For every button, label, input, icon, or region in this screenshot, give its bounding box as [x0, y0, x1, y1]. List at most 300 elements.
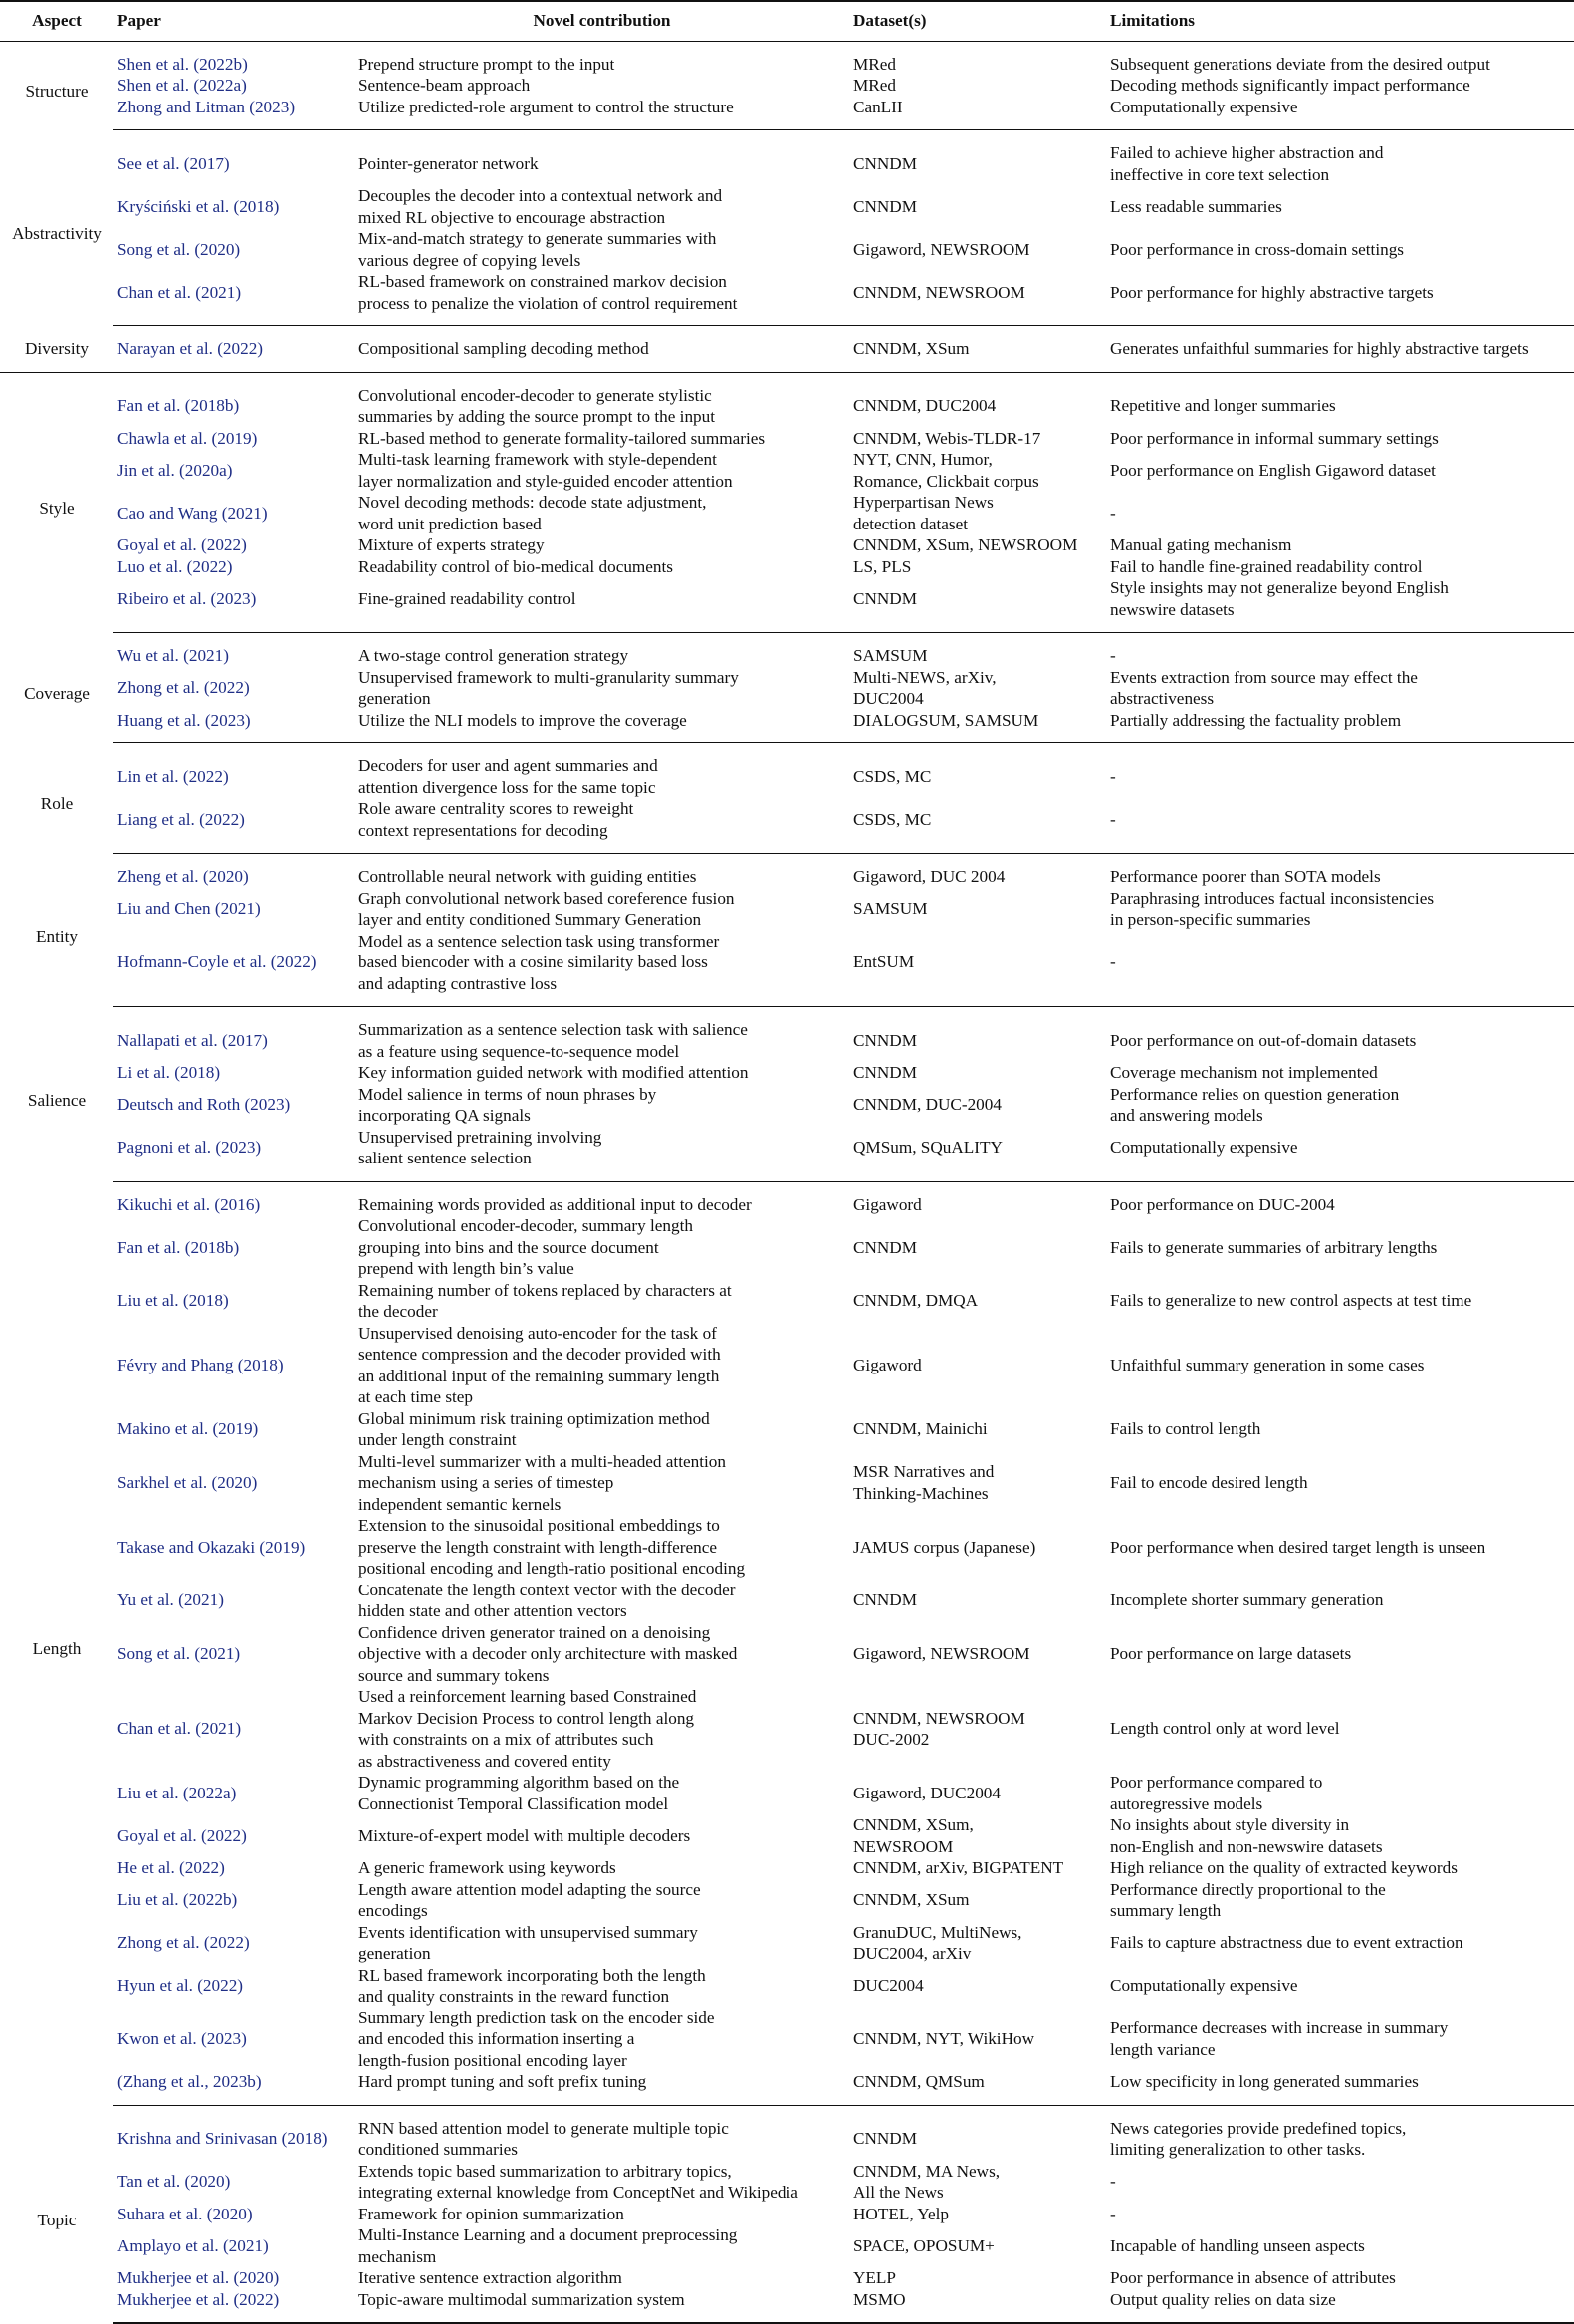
contribution-cell-line: Multi-level summarizer with a multi-headed attention	[358, 1451, 726, 1471]
dataset-cell-line: MRed	[853, 54, 896, 74]
limitation-cell-line: Fails to generate summaries of arbitrary lengths	[1110, 1237, 1438, 1257]
limitation-cell-line: News categories provide predefined topics,	[1110, 2118, 1407, 2138]
contribution-cell	[354, 710, 849, 743]
contribution-cell-line: Length aware attention model adapting the source	[358, 1879, 701, 1899]
paper-citation-link[interactable]: Liu and Chen (2021)	[117, 899, 261, 919]
contribution-cell	[354, 130, 849, 186]
contribution-cell-line: Iterative sentence extraction algorithm	[358, 2268, 622, 2287]
table-row	[0, 1814, 1574, 1857]
contribution-cell-line: source and summary tokens	[358, 1665, 550, 1685]
limitation-cell	[1106, 1879, 1574, 1922]
contribution-cell-line: Convolutional encoder-decoder, summary length	[358, 1216, 693, 1235]
paper-citation-link[interactable]: (Zhang et al., 2023b)	[113, 2071, 354, 2105]
paper-citation-link[interactable]: Liu et al. (2022a)	[117, 1783, 237, 1802]
contribution-cell-line: Utilize predicted-role argument to control the structure	[358, 97, 734, 116]
dataset-cell-line: Thinking-Machines	[853, 1483, 989, 1503]
paper-citation-link[interactable]: Song et al. (2021)	[117, 1644, 241, 1663]
limitation-cell	[1106, 743, 1574, 799]
limitation-cell	[1106, 1772, 1574, 1814]
contribution-cell-line: an additional input of the remaining summary length	[358, 1366, 720, 1385]
contribution-cell-line: with constraints on a mix of attributes such	[358, 1730, 654, 1749]
dataset-cell-line: DUC2004	[853, 1976, 924, 1996]
contribution-cell	[354, 1622, 849, 1687]
dataset-cell-line: Hyperpartisan News	[853, 493, 994, 512]
paper-citation-link[interactable]: Goyal et al. (2022)	[117, 1825, 247, 1845]
limitation-cell	[1106, 1280, 1574, 1323]
table-row	[0, 577, 1574, 633]
contribution-cell-line: Decouples the decoder into a contextual network and	[358, 186, 723, 205]
limitation-cell-line: Output quality relies on data size	[1110, 2289, 1336, 2309]
contribution-cell	[354, 1408, 849, 1451]
limitation-cell	[1106, 372, 1574, 428]
paper-citation-link[interactable]: Zheng et al. (2020)	[117, 867, 249, 886]
contribution-cell-line: Utilize the NLI models to improve the coverage	[358, 710, 687, 730]
contribution-cell-line: under length constraint	[358, 1430, 517, 1449]
dataset-cell-line: Gigaword, NEWSROOM	[853, 1644, 1030, 1663]
paper-citation-link[interactable]: Chan et al. (2021)	[113, 271, 354, 326]
dataset-cell	[849, 1062, 1106, 1084]
paper-citation-link[interactable]: Chan et al. (2021)	[117, 1719, 242, 1739]
dataset-cell-line: CNNDM, DMQA	[853, 1291, 979, 1311]
limitation-cell	[1106, 2267, 1574, 2289]
table-row	[0, 1857, 1574, 1879]
contribution-cell-line: integrating external knowledge from ConceptNet and Wikipedia	[358, 2183, 798, 2202]
paper-citation-link[interactable]: Fan et al. (2018b)	[117, 396, 240, 416]
limitation-cell	[1106, 1922, 1574, 1965]
paper-citation-link[interactable]: Hyun et al. (2022)	[117, 1976, 244, 1996]
dataset-cell	[849, 1622, 1106, 1687]
limitation-cell-line: ineffective in core text selection	[1110, 164, 1330, 184]
limitation-cell-line: Performance directly proportional to the	[1110, 1879, 1386, 1899]
dataset-cell	[849, 1772, 1106, 1814]
dataset-cell	[849, 1323, 1106, 1408]
limitation-cell-line: Generates unfaithful summaries for highly abstractive targets	[1110, 339, 1529, 358]
contribution-cell-line: Readability control of bio-medical documents	[358, 556, 673, 576]
limitation-cell-line: Poor performance in absence of attributes	[1110, 2268, 1396, 2287]
paper-citation-link[interactable]: Makino et al. (2019)	[117, 1419, 259, 1439]
dataset-cell	[849, 710, 1106, 743]
dataset-cell	[849, 1181, 1106, 1215]
paper-citation-link[interactable]: Shen et al. (2022b)	[117, 54, 248, 74]
contribution-cell	[354, 633, 849, 667]
contribution-cell-line: Compositional sampling decoding method	[358, 339, 649, 358]
limitation-cell-line: autoregressive models	[1110, 1794, 1263, 1813]
paper-citation-link[interactable]: Song et al. (2020)	[117, 239, 241, 259]
limitation-cell	[1106, 449, 1574, 492]
contribution-cell-line: and adapting contrastive loss	[358, 973, 558, 993]
contribution-cell-line: A two-stage control generation strategy	[358, 646, 629, 665]
contribution-cell	[354, 2007, 849, 2072]
contribution-cell-line: Framework for opinion summarization	[358, 2204, 624, 2223]
limitation-cell-line: Poor performance for highly abstractive targets	[1110, 282, 1434, 302]
dataset-cell	[849, 798, 1106, 854]
dataset-cell-line: CNNDM, MA News,	[853, 2161, 1001, 2181]
table-row	[0, 854, 1574, 888]
paper-citation-link[interactable]: Kryściński et al. (2018)	[117, 196, 280, 216]
limitation-cell-line: -	[1110, 2204, 1116, 2223]
table-row	[0, 1323, 1574, 1408]
limitation-cell	[1106, 1007, 1574, 1063]
limitation-cell-line: Poor performance compared to	[1110, 1773, 1323, 1792]
dataset-cell-line: CNNDM	[853, 588, 917, 608]
contribution-cell-line: prepend with length bin’s value	[358, 1259, 574, 1278]
dataset-cell-line: YELP	[853, 2268, 896, 2287]
contribution-cell-line: Hard prompt tuning and soft prefix tuning	[358, 2072, 647, 2091]
paper-citation-link[interactable]: See et al. (2017)	[117, 153, 230, 173]
paper-citation-link[interactable]: Pagnoni et al. (2023)	[113, 1127, 354, 1182]
table-row	[0, 1062, 1574, 1084]
paper-citation-link[interactable]: Zhong et al. (2022)	[117, 1933, 250, 1953]
dataset-cell	[849, 1686, 1106, 1772]
limitation-cell	[1106, 492, 1574, 534]
aspect-cell: Abstractivity	[12, 224, 102, 244]
contribution-cell-line: layer normalization and style-guided encoder attention	[358, 471, 733, 491]
contribution-cell-line: context representations for decoding	[358, 820, 608, 840]
limitation-cell-line: Repetitive and longer summaries	[1110, 396, 1336, 416]
limitation-cell	[1106, 271, 1574, 326]
limitation-cell-line: limiting generalization to other tasks.	[1110, 2140, 1366, 2159]
paper-citation-link[interactable]: Févry and Phang (2018)	[117, 1355, 284, 1374]
dataset-cell-line: JAMUS corpus (Japanese)	[853, 1537, 1036, 1557]
paper-citation-link[interactable]: Kwon et al. (2023)	[117, 2029, 247, 2048]
contribution-cell-line: layer and entity conditioned Summary Generation	[358, 910, 702, 929]
contribution-cell-line: salient sentence selection	[358, 1149, 532, 1167]
paper-citation-link[interactable]: He et al. (2022)	[117, 1858, 225, 1877]
limitation-cell-line: Fails to generalize to new control aspects at test time	[1110, 1291, 1472, 1311]
limitation-cell	[1106, 534, 1574, 556]
table-row	[0, 534, 1574, 556]
dataset-cell	[849, 2007, 1106, 2072]
dataset-cell	[849, 41, 1106, 75]
dataset-cell	[849, 1965, 1106, 2007]
contribution-cell-line: preserve the length constraint with length-difference	[358, 1537, 718, 1557]
contribution-cell-line: Novel decoding methods: decode state adjustment,	[358, 493, 707, 512]
contribution-cell-line: generation	[358, 689, 431, 708]
table-row	[0, 41, 1574, 75]
paper-citation-link[interactable]: Krishna and Srinivasan (2018)	[117, 2129, 328, 2149]
table-row	[0, 2105, 1574, 2161]
contribution-cell-line: sentence compression and the decoder provided with	[358, 1345, 721, 1364]
contribution-cell-line: Controllable neural network with guiding entities	[358, 867, 697, 886]
table-row	[0, 428, 1574, 450]
paper-citation-link[interactable]: Hofmann-Coyle et al. (2022)	[113, 931, 354, 1007]
table-row	[0, 1127, 1574, 1182]
dataset-cell-line: DUC-2002	[853, 1730, 930, 1749]
limitation-cell-line: -	[1110, 2172, 1116, 2192]
limitation-cell	[1106, 1181, 1574, 1215]
paper-citation-link[interactable]: Cao and Wang (2021)	[117, 503, 268, 523]
paper-citation-link[interactable]: Yu et al. (2021)	[117, 1590, 224, 1610]
table-row	[0, 1451, 1574, 1516]
contribution-cell-line: RL based framework incorporating both the length	[358, 1965, 706, 1985]
table-row	[0, 492, 1574, 534]
table-row	[0, 1965, 1574, 2007]
paper-citation-link[interactable]: Narayan et al. (2022)	[113, 326, 354, 373]
limitation-cell-line: Fails to control length	[1110, 1419, 1261, 1439]
limitation-cell-line: Fails to capture abstractness due to event extraction	[1110, 1933, 1463, 1953]
dataset-cell	[849, 1127, 1106, 1182]
contribution-cell	[354, 1814, 849, 1857]
limitation-cell	[1106, 2105, 1574, 2161]
dataset-cell-line: CNNDM	[853, 1237, 917, 1257]
dataset-cell	[849, 1580, 1106, 1622]
dataset-cell-line: DUC2004, arXiv	[853, 1944, 972, 1963]
aspect-cell: Length	[32, 1639, 82, 1659]
dataset-cell-line: Multi-NEWS, arXiv,	[853, 667, 997, 687]
contribution-cell-line: Remaining number of tokens replaced by characters at	[358, 1280, 732, 1300]
limitation-cell-line: Manual gating mechanism	[1110, 535, 1292, 554]
contribution-cell-line: summaries by adding the source prompt to the input	[358, 407, 716, 426]
table-row	[0, 449, 1574, 492]
paper-citation-link[interactable]: Huang et al. (2023)	[113, 710, 354, 743]
dataset-cell-line: DUC2004	[853, 689, 924, 708]
dataset-cell	[849, 1408, 1106, 1451]
paper-citation-link[interactable]: Ribeiro et al. (2023)	[113, 577, 354, 633]
dataset-cell	[849, 1922, 1106, 1965]
dataset-cell-line: MSMO	[853, 2289, 906, 2309]
contribution-cell-line: RNN based attention model to generate multiple topic	[358, 2118, 729, 2138]
limitation-cell-line: in person-specific summaries	[1110, 910, 1311, 929]
table-row	[0, 372, 1574, 428]
contribution-cell-line: the decoder	[358, 1302, 438, 1321]
paper-citation-link[interactable]: Takase and Okazaki (2019)	[117, 1537, 306, 1557]
dataset-cell	[849, 854, 1106, 888]
contribution-cell	[354, 2267, 849, 2289]
limitation-cell-line: Poor performance in informal summary settings	[1110, 428, 1439, 448]
table-row	[0, 271, 1574, 326]
contribution-cell-line: Multi-Instance Learning and a document preprocessing	[358, 2225, 738, 2244]
dataset-cell	[849, 633, 1106, 667]
paper-citation-link[interactable]: Zhong and Litman (2023)	[113, 97, 354, 130]
limitation-cell	[1106, 667, 1574, 710]
paper-citation-link[interactable]: Amplayo et al. (2021)	[117, 2235, 269, 2255]
contribution-cell	[354, 2105, 849, 2161]
limitation-cell	[1106, 577, 1574, 633]
contribution-cell-line: Fine-grained readability control	[358, 588, 576, 608]
dataset-cell	[849, 2289, 1106, 2324]
table-row	[0, 97, 1574, 130]
contribution-cell-line: Extends topic based summarization to arbitrary topics,	[358, 2161, 732, 2181]
contribution-cell-line: Summary length prediction task on the encoder side	[358, 2007, 715, 2027]
dataset-cell	[849, 1879, 1106, 1922]
table-row	[0, 2007, 1574, 2072]
dataset-cell-line: CNNDM	[853, 1063, 917, 1082]
contribution-cell-line: A generic framework using keywords	[358, 1858, 616, 1877]
contribution-cell	[354, 1922, 849, 1965]
contribution-cell-line: and encoded this information inserting a	[358, 2029, 635, 2048]
limitation-cell	[1106, 1062, 1574, 1084]
contribution-cell-line: length-fusion positional encoding layer	[358, 2050, 627, 2070]
table-row	[0, 1686, 1574, 1772]
paper-citation-link[interactable]: Nallapati et al. (2017)	[117, 1030, 268, 1050]
limitation-cell-line: Poor performance on English Gigaword dataset	[1110, 460, 1436, 480]
dataset-cell-line: CNNDM	[853, 153, 917, 173]
paper-citation-link[interactable]: Suhara et al. (2020)	[117, 2204, 253, 2223]
contribution-cell	[354, 534, 849, 556]
limitation-cell-line: abstractiveness	[1110, 689, 1215, 708]
contribution-cell	[354, 931, 849, 1007]
dataset-cell-line: CNNDM, NYT, WikiHow	[853, 2029, 1035, 2048]
contribution-cell-line: Used a reinforcement learning based Constrained	[358, 1687, 697, 1706]
contribution-cell-line: RL-based method to generate formality-tailored summaries	[358, 428, 766, 448]
header-aspect: Aspect	[0, 1, 113, 41]
paper-citation-link[interactable]: Mukherjee et al. (2020)	[117, 2268, 280, 2287]
dataset-cell	[849, 1515, 1106, 1580]
limitation-cell-line: length variance	[1110, 2039, 1216, 2059]
table-row	[0, 633, 1574, 667]
limitation-cell-line: Unfaithful summary generation in some cases	[1110, 1355, 1425, 1374]
contribution-cell-line: positional encoding and length-ratio positional encoding	[358, 1559, 746, 1578]
table-row	[0, 556, 1574, 578]
dataset-cell	[849, 492, 1106, 534]
limitation-cell	[1106, 1451, 1574, 1516]
contribution-cell	[354, 1323, 849, 1408]
contribution-cell-line: Decoders for user and agent summaries and	[358, 756, 658, 775]
contribution-cell	[354, 492, 849, 534]
limitation-cell	[1106, 2204, 1574, 2225]
limitation-cell	[1106, 1580, 1574, 1622]
limitation-cell	[1106, 1408, 1574, 1451]
contribution-cell-line: independent semantic kernels	[358, 1494, 562, 1514]
contribution-cell-line: Remaining words provided as additional input to decoder	[358, 1194, 752, 1214]
table-row	[0, 667, 1574, 710]
contribution-cell	[354, 2204, 849, 2225]
contribution-cell	[354, 449, 849, 492]
paper-citation-link[interactable]: Liu et al. (2022b)	[117, 1890, 238, 1910]
limitation-cell-line: Fail to handle fine-grained readability control	[1110, 556, 1423, 576]
paper-citation-link[interactable]: Liu et al. (2018)	[117, 1291, 229, 1311]
dataset-cell	[849, 271, 1106, 326]
limitation-cell	[1106, 75, 1574, 97]
contribution-cell-line: objective with a decoder only architecture with masked	[358, 1644, 738, 1663]
paper-citation-link[interactable]: Zhong et al. (2022)	[117, 678, 250, 698]
dataset-cell	[849, 577, 1106, 633]
contribution-cell-line: hidden state and other attention vectors	[358, 1601, 627, 1620]
limitation-cell	[1106, 1857, 1574, 1879]
paper-citation-link[interactable]: Chawla et al. (2019)	[117, 428, 258, 448]
dataset-cell-line: CSDS, MC	[853, 809, 932, 829]
paper-citation-link[interactable]: Li et al. (2018)	[117, 1063, 221, 1082]
dataset-cell-line: QMSum, SQuALITY	[853, 1138, 1003, 1158]
dataset-cell	[849, 228, 1106, 271]
table-row	[0, 2224, 1574, 2267]
contribution-cell-line: Extension to the sinusoidal positional embeddings to	[358, 1516, 720, 1535]
contribution-cell	[354, 1772, 849, 1814]
dataset-cell-line: DIALOGSUM, SAMSUM	[853, 710, 1039, 730]
table-row	[0, 1879, 1574, 1922]
dataset-cell-line: MSR Narratives and	[853, 1462, 995, 1482]
contribution-cell	[354, 271, 849, 326]
limitation-cell-line: Performance relies on question generation	[1110, 1084, 1400, 1104]
limitation-cell-line: No insights about style diversity in	[1110, 1815, 1350, 1834]
paper-citation-link[interactable]: Lin et al. (2022)	[117, 766, 229, 786]
contribution-cell	[354, 2289, 849, 2324]
paper-citation-link[interactable]: Deutsch and Roth (2023)	[117, 1095, 291, 1115]
dataset-cell-line: Gigaword	[853, 1355, 922, 1374]
contribution-cell	[354, 1084, 849, 1127]
dataset-cell-line: CNNDM, Webis-TLDR-17	[853, 428, 1041, 448]
contribution-cell	[354, 2224, 849, 2267]
table-body	[0, 41, 1574, 2323]
paper-citation-link[interactable]: Kikuchi et al. (2016)	[117, 1194, 261, 1214]
contribution-cell-line: Pointer-generator network	[358, 153, 539, 173]
paper-citation-link[interactable]: Wu et al. (2021)	[117, 646, 229, 665]
contribution-cell-line: attention divergence loss for the same topic	[358, 777, 656, 797]
contribution-cell	[354, 743, 849, 799]
dataset-cell	[849, 534, 1106, 556]
contribution-cell	[354, 1215, 849, 1280]
contribution-cell	[354, 372, 849, 428]
dataset-cell	[849, 556, 1106, 578]
contribution-cell	[354, 97, 849, 130]
contribution-cell	[354, 1007, 849, 1063]
paper-citation-link[interactable]: Fan et al. (2018b)	[117, 1237, 240, 1257]
dataset-cell	[849, 97, 1106, 130]
limitation-cell-line: Length control only at word level	[1110, 1719, 1340, 1739]
paper-citation-link[interactable]: Shen et al. (2022a)	[117, 76, 247, 95]
dataset-cell-line: CNNDM, NEWSROOM	[853, 1708, 1025, 1728]
paper-citation-link[interactable]: Goyal et al. (2022)	[117, 535, 247, 554]
table-row	[0, 130, 1574, 186]
dataset-cell-line: NYT, CNN, Humor,	[853, 450, 993, 469]
contribution-cell-line: grouping into bins and the source document	[358, 1237, 659, 1257]
dataset-cell-line: CNNDM, DUC2004	[853, 396, 997, 416]
limitation-cell	[1106, 185, 1574, 228]
table-row	[0, 1580, 1574, 1622]
dataset-cell	[849, 130, 1106, 186]
dataset-cell	[849, 743, 1106, 799]
table-row	[0, 1622, 1574, 1687]
paper-citation-link[interactable]: Liang et al. (2022)	[113, 798, 354, 854]
dataset-cell	[849, 931, 1106, 1007]
contribution-cell-line: Connectionist Temporal Classification model	[358, 1794, 669, 1813]
dataset-cell	[849, 2267, 1106, 2289]
contribution-cell-line: process to penalize the violation of control requirement	[358, 293, 738, 313]
table-row	[0, 798, 1574, 854]
table-row	[0, 1007, 1574, 1063]
limitation-cell	[1106, 1814, 1574, 1857]
table-row	[0, 2071, 1574, 2105]
contribution-cell-line: incorporating QA signals	[358, 1106, 531, 1125]
dataset-cell	[849, 185, 1106, 228]
limitation-cell-line: Poor performance on DUC-2004	[1110, 1194, 1335, 1214]
paper-citation-link[interactable]: Luo et al. (2022)	[117, 556, 233, 576]
contribution-cell-line: Global minimum risk training optimization method	[358, 1408, 710, 1428]
paper-citation-link[interactable]: Jin et al. (2020a)	[117, 460, 233, 480]
contribution-cell-line: RL-based framework on constrained markov decision	[358, 272, 727, 291]
limitation-cell-line: newswire datasets	[1110, 599, 1235, 619]
dataset-cell	[849, 449, 1106, 492]
contribution-cell-line: various degree of copying levels	[358, 250, 581, 270]
limitation-cell	[1106, 326, 1574, 373]
contribution-cell	[354, 2161, 849, 2204]
limitation-cell-line: Less readable summaries	[1110, 196, 1282, 216]
dataset-cell-line: CNNDM, XSum, NEWSROOM	[853, 535, 1078, 554]
contribution-cell	[354, 854, 849, 888]
table-row	[0, 228, 1574, 271]
paper-citation-link[interactable]: Mukherjee et al. (2022)	[113, 2289, 354, 2324]
limitation-cell-line: Paraphrasing introduces factual inconsistencies	[1110, 888, 1435, 908]
contribution-cell-line: Mix-and-match strategy to generate summaries with	[358, 229, 717, 248]
paper-citation-link[interactable]: Sarkhel et al. (2020)	[117, 1473, 258, 1492]
paper-citation-link[interactable]: Tan et al. (2020)	[117, 2172, 231, 2192]
contribution-cell-line: Key information guided network with modified attention	[358, 1063, 749, 1082]
dataset-cell-line: SAMSUM	[853, 899, 928, 919]
contribution-cell-line: Dynamic programming algorithm based on the	[358, 1773, 680, 1792]
dataset-cell	[849, 1007, 1106, 1063]
aspect-cell: Coverage	[24, 684, 90, 704]
dataset-cell	[849, 428, 1106, 450]
